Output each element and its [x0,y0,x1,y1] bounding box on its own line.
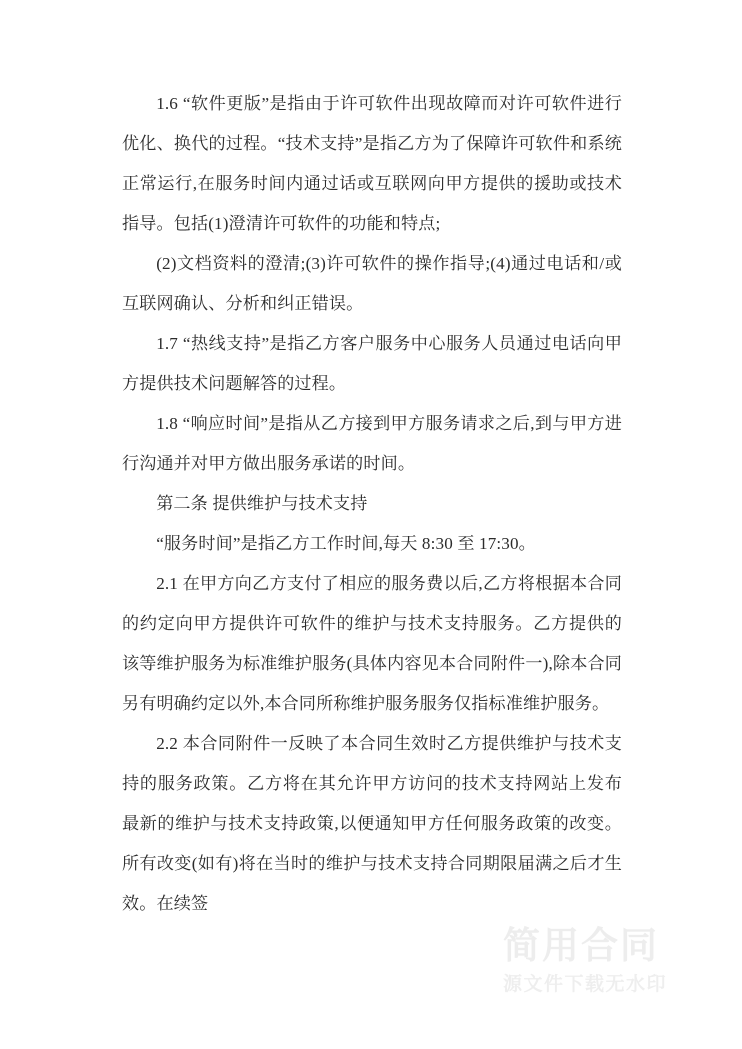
watermark-main-text: 简用合同 [503,924,659,967]
section-heading-article-2: 第二条 提供维护与技术支持 [156,494,368,513]
paragraph-clause-1-8: 1.8 “响应时间”是指从乙方接到甲方服务请求之后,到与甲方进行沟通并对甲方做出服务承诺的时间。 [122,414,622,473]
watermark [503,924,703,997]
paragraph-clause-1-6: 1.6 “软件更版”是指由于许可软件出现故障而对许可软件进行优化、换代的过程。“技术支持”是指乙方为了保障许可软件和系统正常运行,在服务时间内通过话或互联网向甲方提供的援助或技术指导。包括(1)澄清许可软件的功能和特点; [122,94,622,233]
paragraph-clause-1-6-continued: (2)文档资料的澄清;(3)许可软件的操作指导;(4)通过电话和/或互联网确认、分析和纠正错误。 [122,254,622,313]
paragraph-clause-2-2: 2.2 本合同附件一反映了本合同生效时乙方提供维护与技术支持的服务政策。乙方将在其允许甲方访问的技术支持网站上发布最新的维护与技术支持政策,以便通知甲方任何服务政策的改变。所有改变(如有)将在当时的维护与技术支持合同期限届满之后才生效。在续签 [122,734,622,913]
paragraph-service-hours: “服务时间”是指乙方工作时间,每天 8:30 至 17:30。 [156,534,536,553]
watermark-sub-text: 源文件下载无水印 [503,973,668,995]
paragraph-clause-2-1: 2.1 在甲方向乙方支付了相应的服务费以后,乙方将根据本合同的约定向甲方提供许可软件的维护与技术支持服务。乙方提供的该等维护服务为标准维护服务(具体内容见本合同附件一),除本合同另有明确约定以外,本合同所称维护服务服务仅指标准维护服务。 [122,574,622,713]
document-body [122,84,622,924]
paragraph-clause-1-7: 1.7 “热线支持”是指乙方客户服务中心服务人员通过电话向甲方提供技术问题解答的过程。 [122,334,622,393]
